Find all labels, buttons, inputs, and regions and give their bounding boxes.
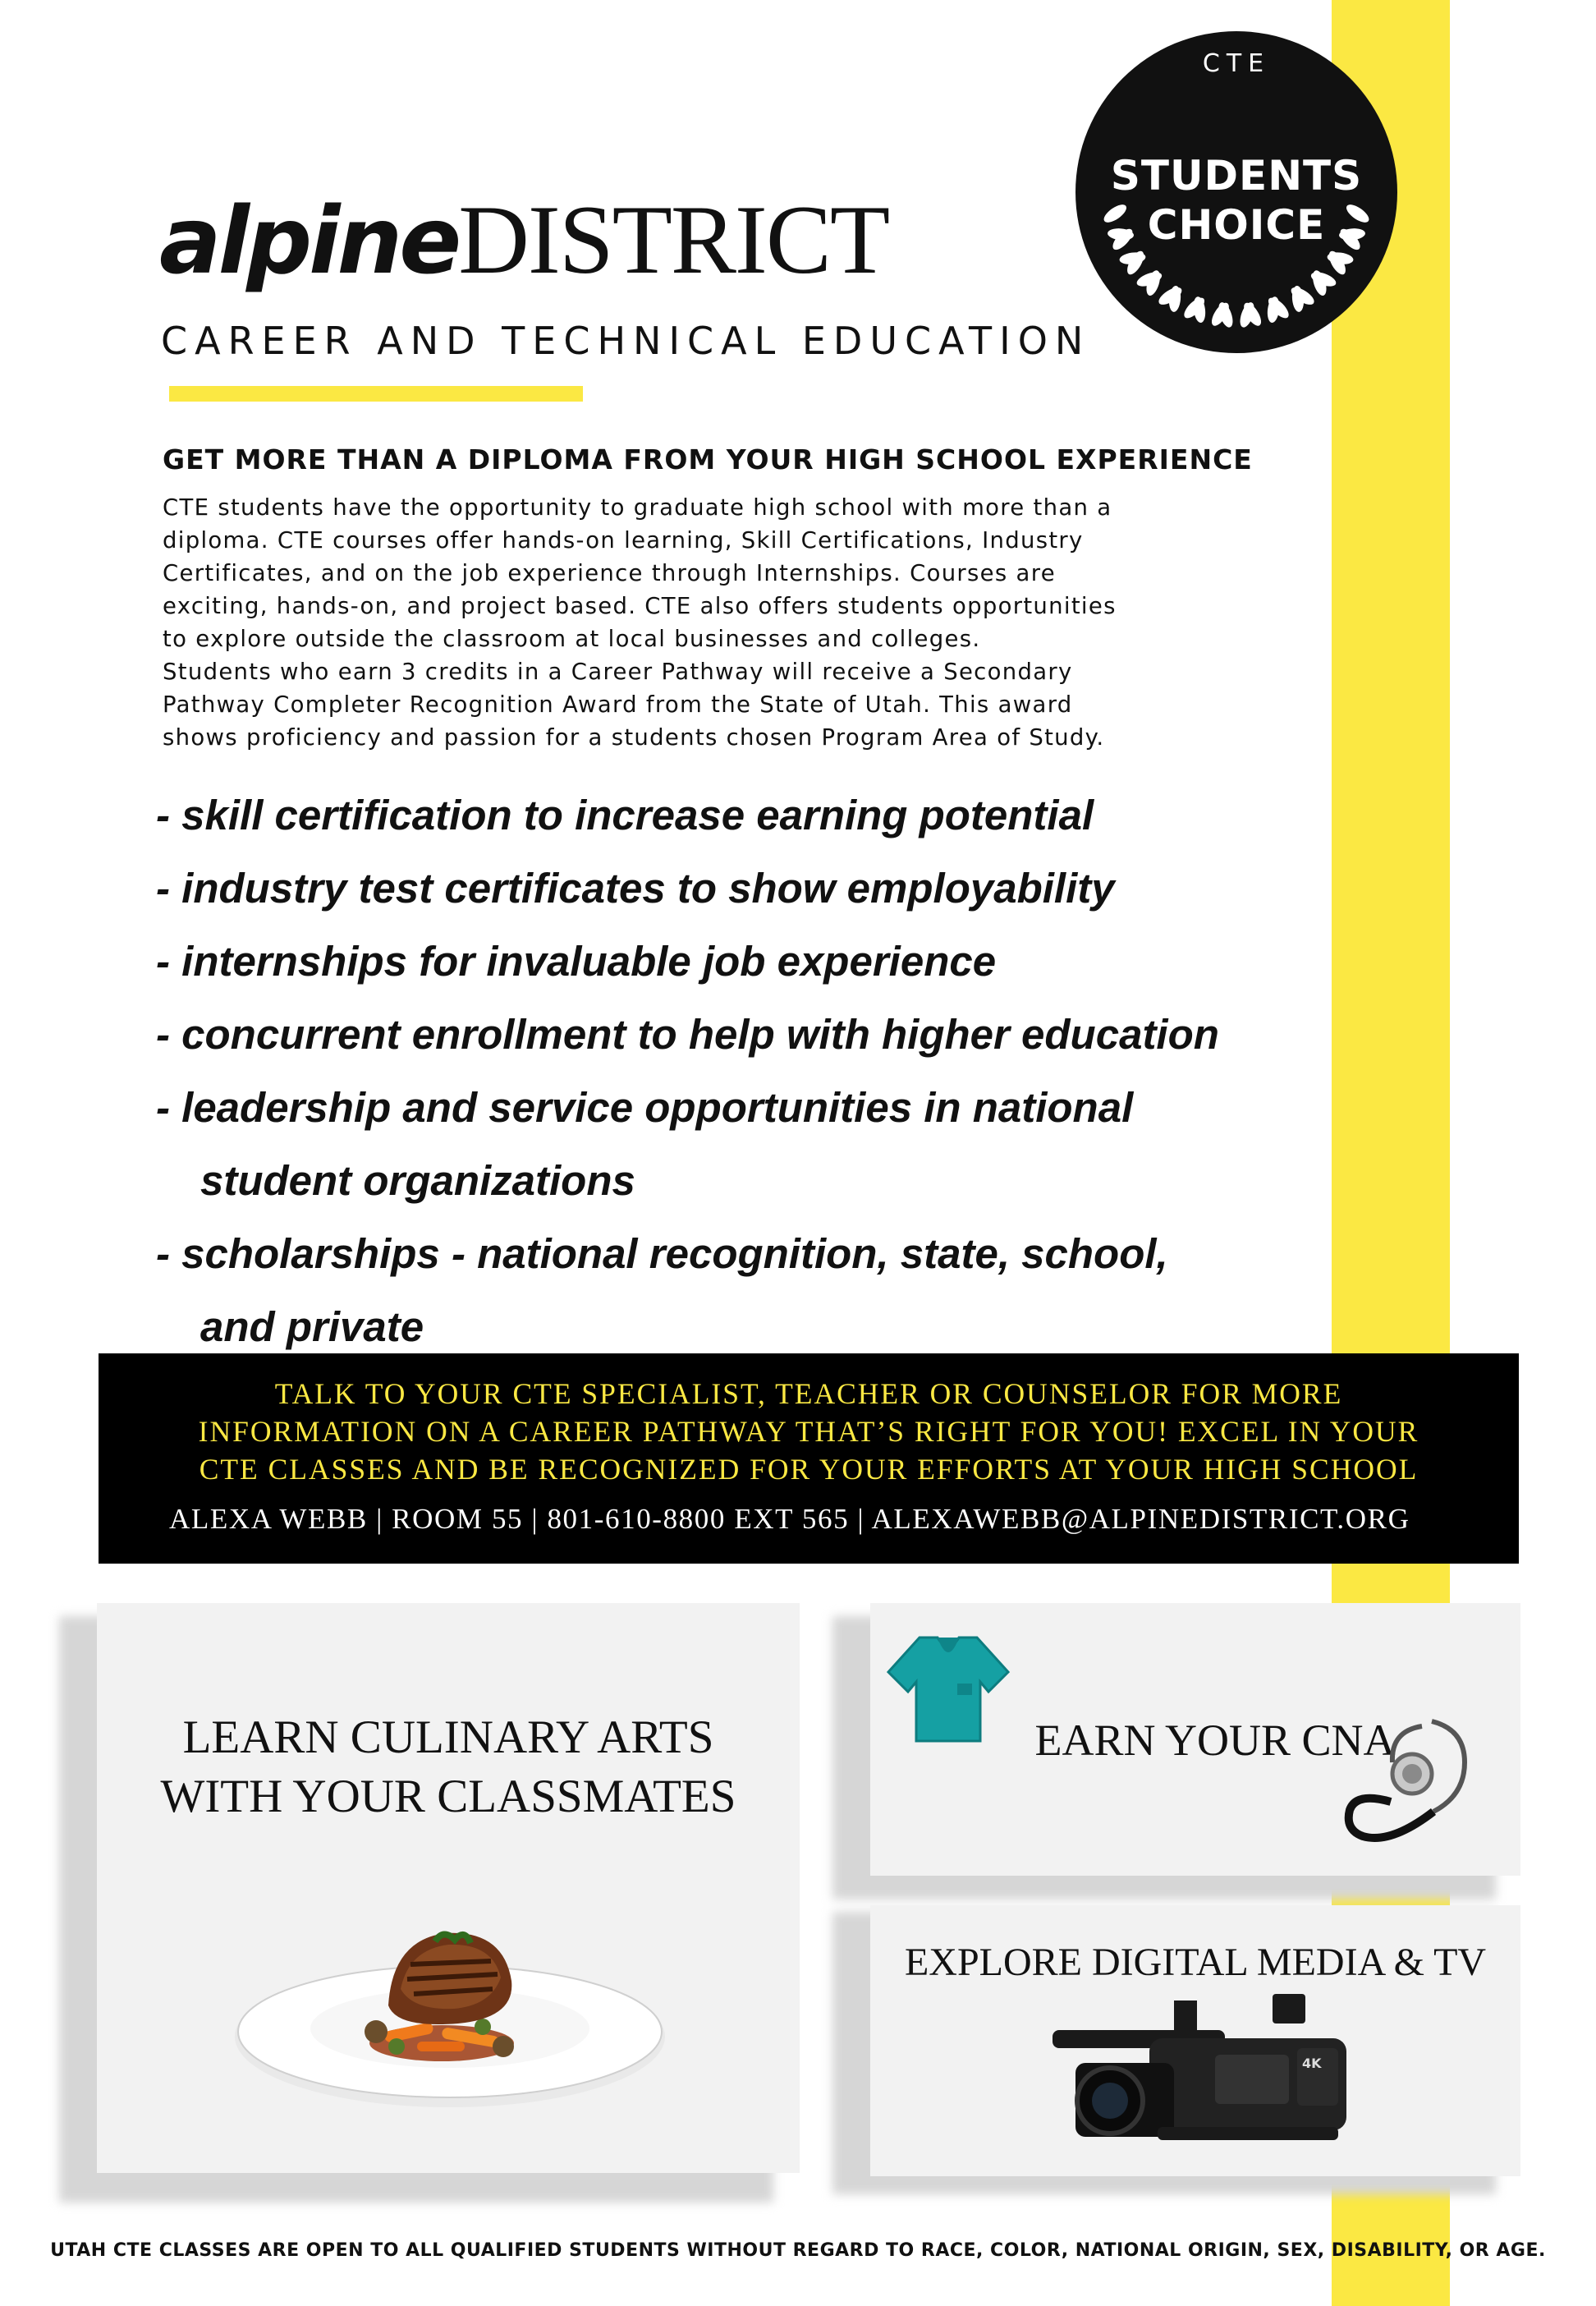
- benefit-item: - skill certification to increase earning potential: [156, 792, 1094, 838]
- cna-title: EARN YOUR CNA: [1034, 1716, 1396, 1765]
- badge-line-2: CHOICE: [1147, 201, 1326, 249]
- culinary-title-line: LEARN CULINARY ARTS: [182, 1711, 714, 1763]
- scrubs-icon: [887, 1634, 1010, 1744]
- band-message-line: TALK TO YOUR CTE SPECIALIST, TEACHER OR COUNSELOR FOR MORE: [274, 1377, 1343, 1410]
- intro-line: Pathway Completer Recognition Award from the State of Utah. This award: [163, 691, 1073, 718]
- culinary-title-line: WITH YOUR CLASSMATES: [160, 1771, 736, 1822]
- badge-line-1: STUDENTS: [1110, 152, 1363, 200]
- badge-cte-label: CTE: [1202, 49, 1271, 78]
- steak-plate-icon: [220, 1882, 680, 2120]
- culinary-card: [97, 1603, 800, 2173]
- intro-line: shows proficiency and passion for a students chosen Program Area of Study.: [163, 724, 1105, 751]
- logo-district: DISTRICT: [458, 185, 889, 294]
- intro-line: Certificates, and on the job experience through Internships. Courses are: [163, 560, 1056, 586]
- video-camera-icon: [1051, 1989, 1363, 2163]
- benefit-item-continuation: student organizations: [200, 1157, 635, 1204]
- intro-line: exciting, hands-on, and project based. CTE also offers students opportunities: [163, 593, 1117, 619]
- laurel-leaf: [1266, 296, 1281, 324]
- cna-card: [870, 1603, 1520, 1876]
- intro-paragraph: [163, 491, 1328, 754]
- benefit-item: - scholarships - national recognition, state, school,: [156, 1230, 1168, 1277]
- district-logo: [159, 185, 889, 295]
- media-title: EXPLORE DIGITAL MEDIA & TV: [904, 1941, 1487, 1984]
- logo-subtitle: CAREER AND TECHNICAL EDUCATION: [161, 319, 1091, 363]
- benefit-item: - leadership and service opportunities in national: [156, 1084, 1134, 1131]
- benefits-list: [156, 779, 1219, 1363]
- benefit-item-continuation: and private: [200, 1303, 424, 1350]
- accent-underline: [169, 386, 583, 402]
- intro-line: to explore outside the classroom at local businesses and colleges.: [163, 626, 981, 652]
- intro-line: diploma. CTE courses offer hands-on learning, Skill Certifications, Industry: [163, 527, 1084, 554]
- intro-heading: GET MORE THAN A DIPLOMA FROM YOUR HIGH SCHOOL EXPERIENCE: [163, 443, 1253, 475]
- logo-alpine: alpine: [159, 188, 459, 295]
- media-card: [870, 1905, 1520, 2176]
- contact-info: ALEXA WEBB | ROOM 55 | 801-610-8800 EXT 565 | ALEXAWEBB@ALPINEDISTRICT.ORG: [169, 1503, 1410, 1535]
- culinary-title: [97, 1708, 800, 1826]
- nondiscrimination-footer: UTAH CTE CLASSES ARE OPEN TO ALL QUALIFIED STUDENTS WITHOUT REGARD TO RACE, COLOR, NATIONAL ORIGIN, SEX, DISABILITY, OR AGE.: [50, 2240, 1546, 2261]
- contact-band: [99, 1353, 1519, 1564]
- band-message-line: CTE CLASSES AND BE RECOGNIZED FOR YOUR EFFORTS AT YOUR HIGH SCHOOL: [199, 1453, 1419, 1486]
- band-message: [99, 1375, 1519, 1488]
- stethoscope-icon: [1341, 1713, 1481, 1866]
- students-choice-badge: [1075, 31, 1397, 353]
- intro-line: Students who earn 3 credits in a Career Pathway will receive a Secondary: [163, 659, 1073, 685]
- intro-line: CTE students have the opportunity to graduate high school with more than a: [163, 494, 1112, 521]
- badge-title: [1075, 151, 1397, 250]
- band-message-line: INFORMATION ON A CAREER PATHWAY THAT’S RIGHT FOR YOU! EXCEL IN YOUR: [198, 1415, 1419, 1448]
- benefit-item: - internships for invaluable job experience: [156, 938, 997, 985]
- benefit-item: - industry test certificates to show employability: [156, 865, 1115, 912]
- benefit-item: - concurrent enrollment to help with higher education: [156, 1011, 1219, 1058]
- camera-4k-label: 4K: [1302, 2056, 1322, 2071]
